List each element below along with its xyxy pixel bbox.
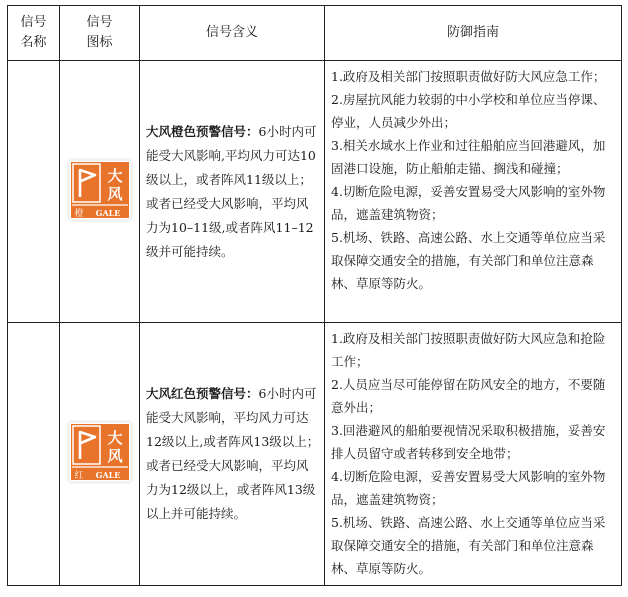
guide-item: 4.切断危险电源，妥善安置易受大风影响的室外物品，遮盖建筑物资； <box>331 469 606 507</box>
header-signal-name: 信号 名称 <box>8 6 60 61</box>
signal-title: 大风红色预警信号： <box>146 386 259 401</box>
signal-meaning-text: 6小时内可能受大风影响,平均风力可达10级以上，或者阵风11级以上；或者已经受大风影响，平均风力为10–11级,或者阵风11–12级并可能持续。 <box>146 123 317 259</box>
gale-warning-table <box>7 5 622 586</box>
header-signal-icon: 信号 图标 <box>60 6 140 61</box>
guide-item: 4.切断危险电源，妥善安置易受大风影响的室外物品，遮盖建筑物资； <box>331 184 606 222</box>
icon-en-text: GALE <box>95 470 120 480</box>
orange-gale-warning-icon <box>67 158 133 222</box>
guide-item: 5.机场、铁路、高速公路、水上交通等单位应当采取保障交通安全的措施，有关部门和单位注意森林、草原等防火。 <box>331 230 606 291</box>
table-row-red <box>8 323 622 586</box>
icon-char-bottom: 风 <box>106 184 123 203</box>
signal-name-cell <box>8 61 60 323</box>
signal-name-cell <box>8 323 60 586</box>
guide-item: 3.相关水域水上作业和过往船舶应当回港避风，加固港口设施，防止船舶走锚、搁浅和碰撞； <box>331 138 606 176</box>
table-row-orange <box>8 61 622 323</box>
signal-icon-cell <box>60 323 140 586</box>
icon-char-top: 大 <box>106 429 123 447</box>
guide-item: 3.回港避风的船舶要视情况采取积极措施，妥善安排人员留守或者转移到安全地带； <box>331 423 606 461</box>
defense-guide-cell <box>325 323 622 586</box>
guide-item: 2.人员应当尽可能停留在防风安全的地方，不要随意外出； <box>331 377 606 415</box>
table-header-row <box>8 6 622 61</box>
defense-guide-cell <box>325 61 622 323</box>
header-signal-meaning: 信号含义 <box>140 6 325 61</box>
red-gale-warning-icon <box>67 420 133 484</box>
header-defense-guide: 防御指南 <box>325 6 622 61</box>
guide-item: 1.政府及相关部门按照职责做好防大风应急工作； <box>331 69 606 84</box>
guide-item: 1.政府及相关部门按照职责做好防大风应急和抢险工作； <box>331 331 606 369</box>
icon-char-top: 大 <box>106 166 123 185</box>
icon-level-char: 红 <box>73 471 84 481</box>
guide-item: 2.房屋抗风能力较弱的中小学校和单位应当停课、停业，人员减少外出； <box>331 92 606 130</box>
icon-level-char: 橙 <box>73 208 84 219</box>
signal-title: 大风橙色预警信号： <box>146 123 259 139</box>
icon-en-text: GALE <box>95 207 120 218</box>
signal-meaning-cell <box>140 61 325 323</box>
signal-meaning-text: 6小时内可能受大风影响，平均风力可达12级以上,或者阵风13级以上；或者已经受大风影响，平均风力为12级以上，或者阵风13级以上并可能持续。 <box>146 386 320 521</box>
signal-meaning-cell <box>140 323 325 586</box>
signal-icon-cell <box>60 61 140 323</box>
icon-char-bottom: 风 <box>106 447 123 465</box>
guide-item: 5.机场、铁路、高速公路、水上交通等单位应当采取保障交通安全的措施，有关部门和单位注意森林、草原等防火。 <box>331 515 606 576</box>
